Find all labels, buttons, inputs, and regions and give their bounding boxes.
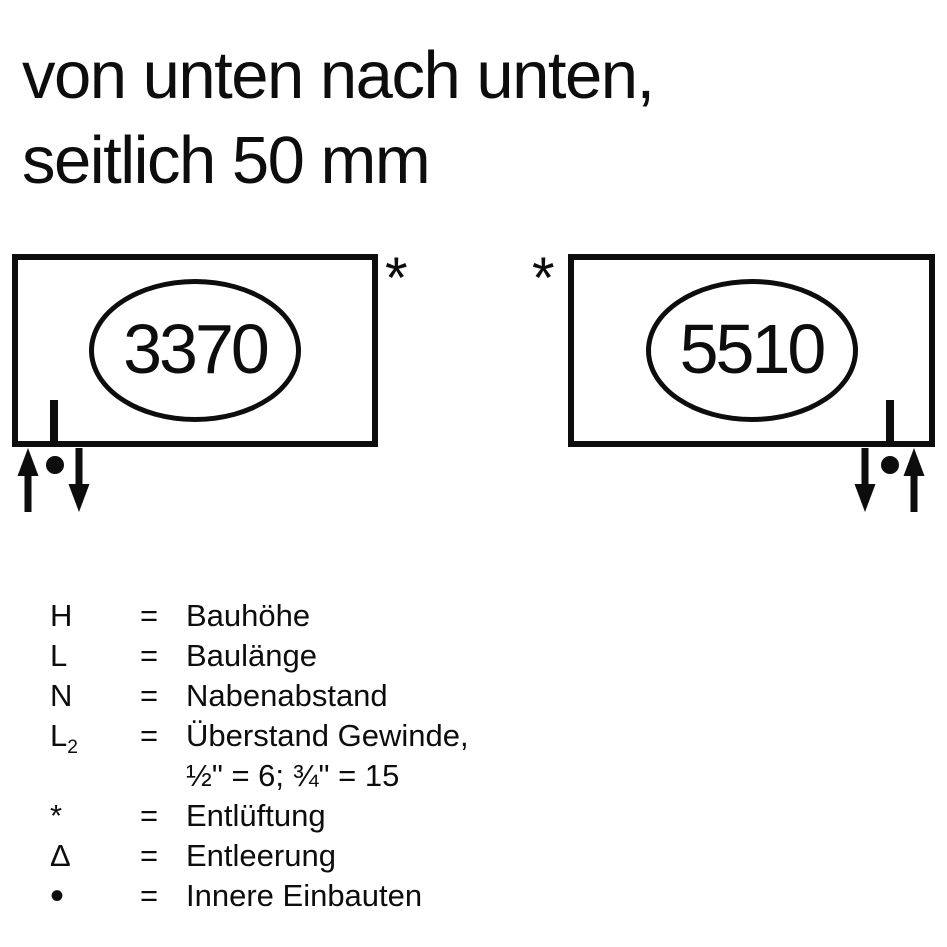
- page-title-line2: seitlich 50 mm: [22, 123, 430, 198]
- legend-row: [50, 676, 469, 716]
- legend-row: [50, 596, 469, 636]
- legend: [50, 596, 469, 916]
- legend-equals: [140, 756, 186, 796]
- legend-text: Baulänge: [186, 638, 318, 673]
- legend-text: Bauhöhe: [186, 598, 311, 633]
- connection-tick-mark: [50, 400, 58, 447]
- legend-row: [50, 636, 469, 676]
- legend-row: [50, 836, 469, 876]
- inner-fitting-dot-icon: [881, 456, 899, 474]
- model-ellipse: [646, 279, 858, 422]
- legend-row: [50, 876, 469, 916]
- legend-equals: =: [140, 638, 159, 673]
- legend-equals: =: [140, 798, 159, 833]
- legend-symbol: $L_2$: [50, 718, 78, 759]
- legend-text: ½" = 6; ¾" = 15: [186, 758, 400, 793]
- legend-symbol: N: [50, 678, 73, 713]
- legend-symbol: L: [50, 638, 68, 673]
- legend-text: Nabenabstand: [186, 678, 388, 713]
- legend-equals: =: [140, 878, 159, 913]
- legend-rows: [50, 596, 469, 916]
- legend-symbol: Δ: [50, 838, 71, 873]
- legend-text: Entleerung: [186, 838, 336, 873]
- legend-symbol-subscript: 2: [67, 737, 78, 759]
- model-ellipse: [89, 279, 301, 422]
- radiator-box-5510: [568, 254, 935, 447]
- legend-text: Überstand Gewinde,: [186, 718, 469, 753]
- page-title: [22, 33, 654, 203]
- vent-asterisk-icon: *: [532, 246, 555, 311]
- radiator-box-3370: [12, 254, 378, 447]
- inner-fitting-dot-icon: [46, 456, 64, 474]
- flow-up-arrow-icon: [902, 448, 926, 512]
- flow-down-arrow-icon: [853, 448, 877, 512]
- legend-equals: =: [140, 678, 159, 713]
- legend-equals: =: [140, 718, 159, 753]
- legend-row: [50, 796, 469, 836]
- legend-text: Entlüftung: [186, 798, 326, 833]
- legend-symbol: H: [50, 598, 73, 633]
- legend-symbol: *: [50, 798, 63, 833]
- vent-asterisk-icon: *: [385, 246, 408, 311]
- connection-tick-mark: [886, 400, 894, 447]
- legend-row: [50, 756, 469, 796]
- flow-down-arrow-icon: [67, 448, 91, 512]
- legend-equals: =: [140, 598, 159, 633]
- model-number: 3370: [123, 309, 267, 388]
- flow-up-arrow-icon: [16, 448, 40, 512]
- legend-symbol: •: [50, 874, 65, 918]
- page-title-line1: von unten nach unten,: [22, 38, 654, 113]
- legend-row: [50, 716, 469, 759]
- legend-equals: =: [140, 838, 159, 873]
- legend-symbol: [50, 756, 140, 796]
- model-number: 5510: [679, 309, 824, 388]
- legend-text: Innere Einbauten: [186, 878, 423, 913]
